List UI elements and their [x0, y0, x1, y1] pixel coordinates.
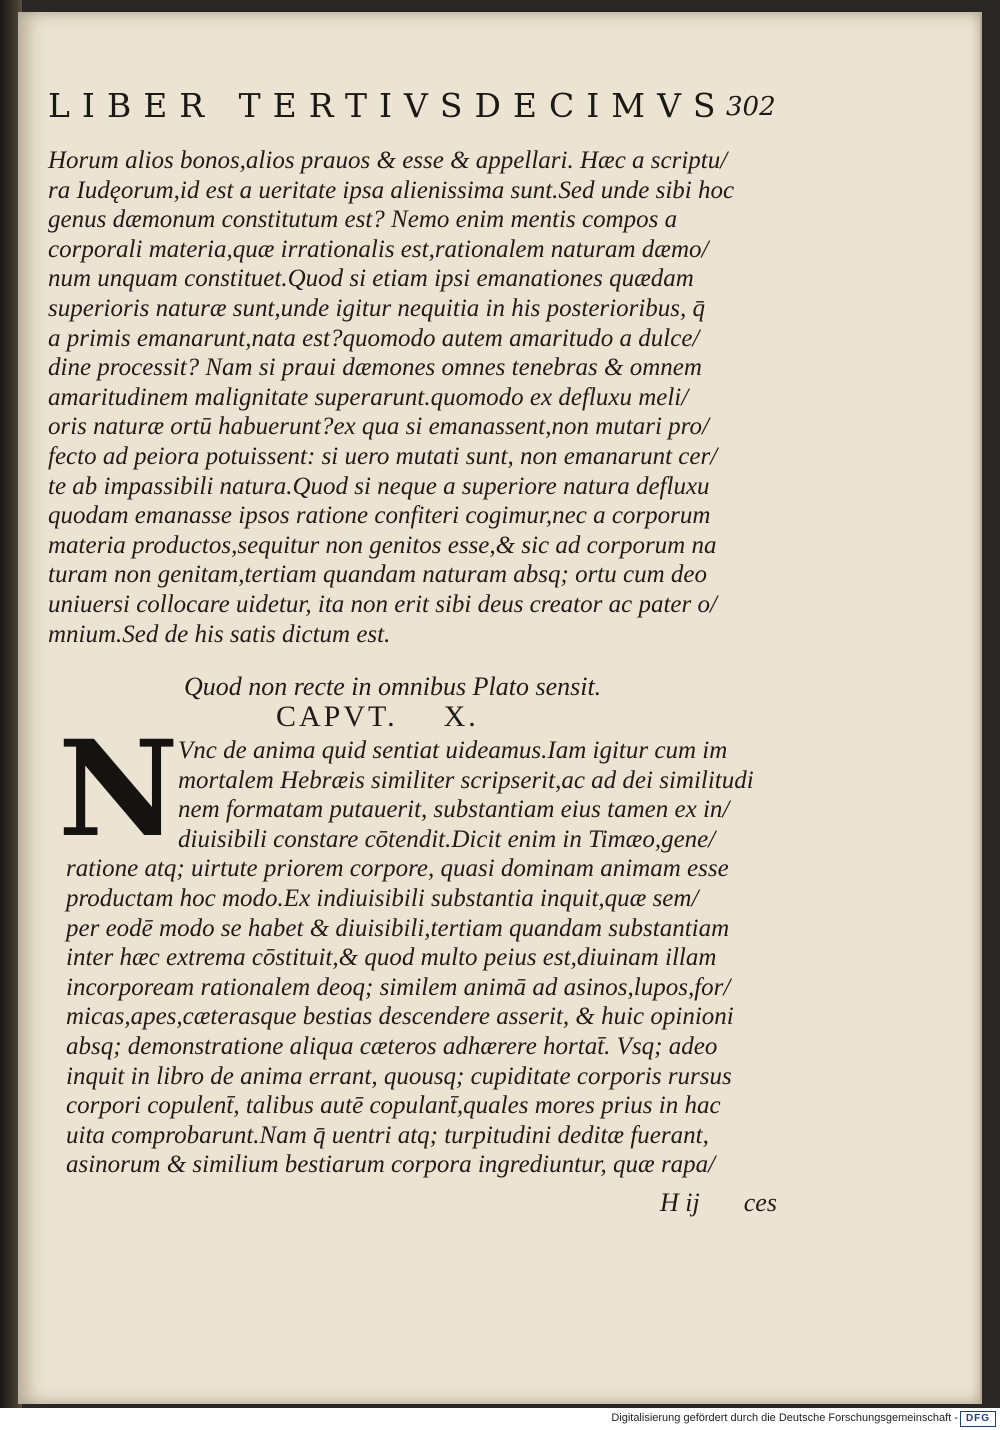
text-line: genus dæmonum constitutum est? Nemo enim mentis compos a — [48, 206, 678, 234]
chapter-title: Quod non recte in omnibus Plato sensit. — [184, 672, 602, 701]
running-head: LIBER TERTIVSDECIMVS — [48, 86, 728, 125]
paragraph-1 — [48, 146, 788, 649]
funding-notice: Digitalisierung gefördert durch die Deutsche Forschungsgemeinschaft - — [611, 1412, 958, 1424]
text-line: incorpoream rationalem deoq; similem animā ad asinos,lupos,for/ — [66, 973, 731, 1001]
text-line: turam non genitam,tertiam quandam naturam absq; ortu cum deo — [48, 561, 707, 589]
text-line: uita comprobarunt.Nam q̄ uentri atq; turpitudini deditæ fuerant, — [66, 1121, 709, 1149]
text-line: Vnc de anima quid sentiat uideamus.Iam igitur cum im — [178, 737, 728, 764]
text-line: fecto ad peiora potuissent: si uero mutati sunt, non emanarunt cer/ — [48, 442, 718, 470]
text-line: asinorum & similium bestiarum corpora ingrediuntur, quæ rapa/ — [66, 1151, 716, 1179]
chapter-label — [276, 700, 479, 734]
page-number: 302 — [726, 92, 776, 122]
text-line: num unquam constituet.Quod si etiam ipsi emanationes quædam — [48, 265, 694, 293]
text-line: mortalem Hebræis similiter scripserit,ac ad dei similitudi — [178, 766, 754, 794]
text-line: per eodē modo se habet & diuisibili,tertiam quandam substantiam — [66, 914, 730, 942]
text-line: te ab impassibili natura.Quod si neque a superiore natura defluxu — [48, 472, 710, 500]
text-line: corporali materia,quæ irrationalis est,rationalem naturam dæmo/ — [48, 235, 709, 263]
chapter-number: X. — [443, 700, 479, 733]
signature-mark: H ij — [660, 1188, 700, 1217]
text-line: mnium.Sed de his satis dictum est. — [48, 620, 391, 648]
text-line: dine processit? Nam si praui dæmones omnes tenebras & omnem — [48, 354, 702, 382]
text-line: oris naturæ ortū habuerunt?ex qua si emanassent,non mutari pro/ — [48, 413, 709, 441]
caput-word: CAPVT. — [276, 700, 398, 733]
catchword: ces — [743, 1188, 777, 1217]
text-line: inter hæc extrema cōstituit,& quod multo peius est,diuinam illam — [66, 944, 717, 972]
text-line: productam hoc modo.Ex indiuisibili substantia inquit,quæ sem/ — [66, 884, 699, 912]
text-line: ratione atq; uirtute priorem corpore, quasi dominam animam esse — [66, 855, 729, 883]
text-line: ra Iudęorum,id est a ueritate ipsa alienissima sunt.Sed unde sibi hoc — [48, 176, 735, 204]
text-line: a primis emanarunt,nata est?quomodo autem amaritudo a dulce/ — [48, 324, 700, 352]
text-line: corpori copulent̄, talibus autē copulant̄,quales mores prius in hac — [66, 1092, 721, 1120]
text-line: quodam emanasse ipsos ratione confiteri cogimur,nec a corporum — [48, 502, 711, 530]
signature-line — [660, 1188, 777, 1218]
paragraph-2 — [66, 736, 796, 1180]
text-line: superioris naturæ sunt,unde igitur nequitia in his posterioribus, q̄ — [48, 294, 705, 322]
footer-bar — [0, 1408, 1000, 1430]
decorated-initial: N — [58, 712, 179, 867]
text-line: absq; demonstratione aliqua cæteros adhærere hortat̄. Vsq; adeo — [66, 1032, 718, 1060]
text-line: inquit in libro de anima errant, quousq; cupiditate corporis rursus — [66, 1062, 732, 1090]
text-line: diuisibili constare cōtendit.Dicit enim in Timæo,gene/ — [178, 825, 716, 853]
dfg-logo: DFG — [960, 1411, 996, 1427]
text-line: nem formatam putauerit, substantiam eius tamen ex in/ — [178, 796, 730, 824]
text-line: amaritudinem malignitate superarunt.quomodo ex defluxu meli/ — [48, 383, 689, 411]
text-line: uniuersi collocare uidetur, ita non erit sibi deus creator ac pater o/ — [48, 590, 717, 618]
text-line: Horum alios bonos,alios prauos & esse & appellari. Hæc a scriptu/ — [48, 147, 728, 174]
text-line: micas,apes,cæterasque bestias descendere asserit, & huic opinioni — [66, 1003, 734, 1031]
text-line: materia productos,sequitur non genitos esse,& sic ad corporum na — [48, 531, 717, 559]
